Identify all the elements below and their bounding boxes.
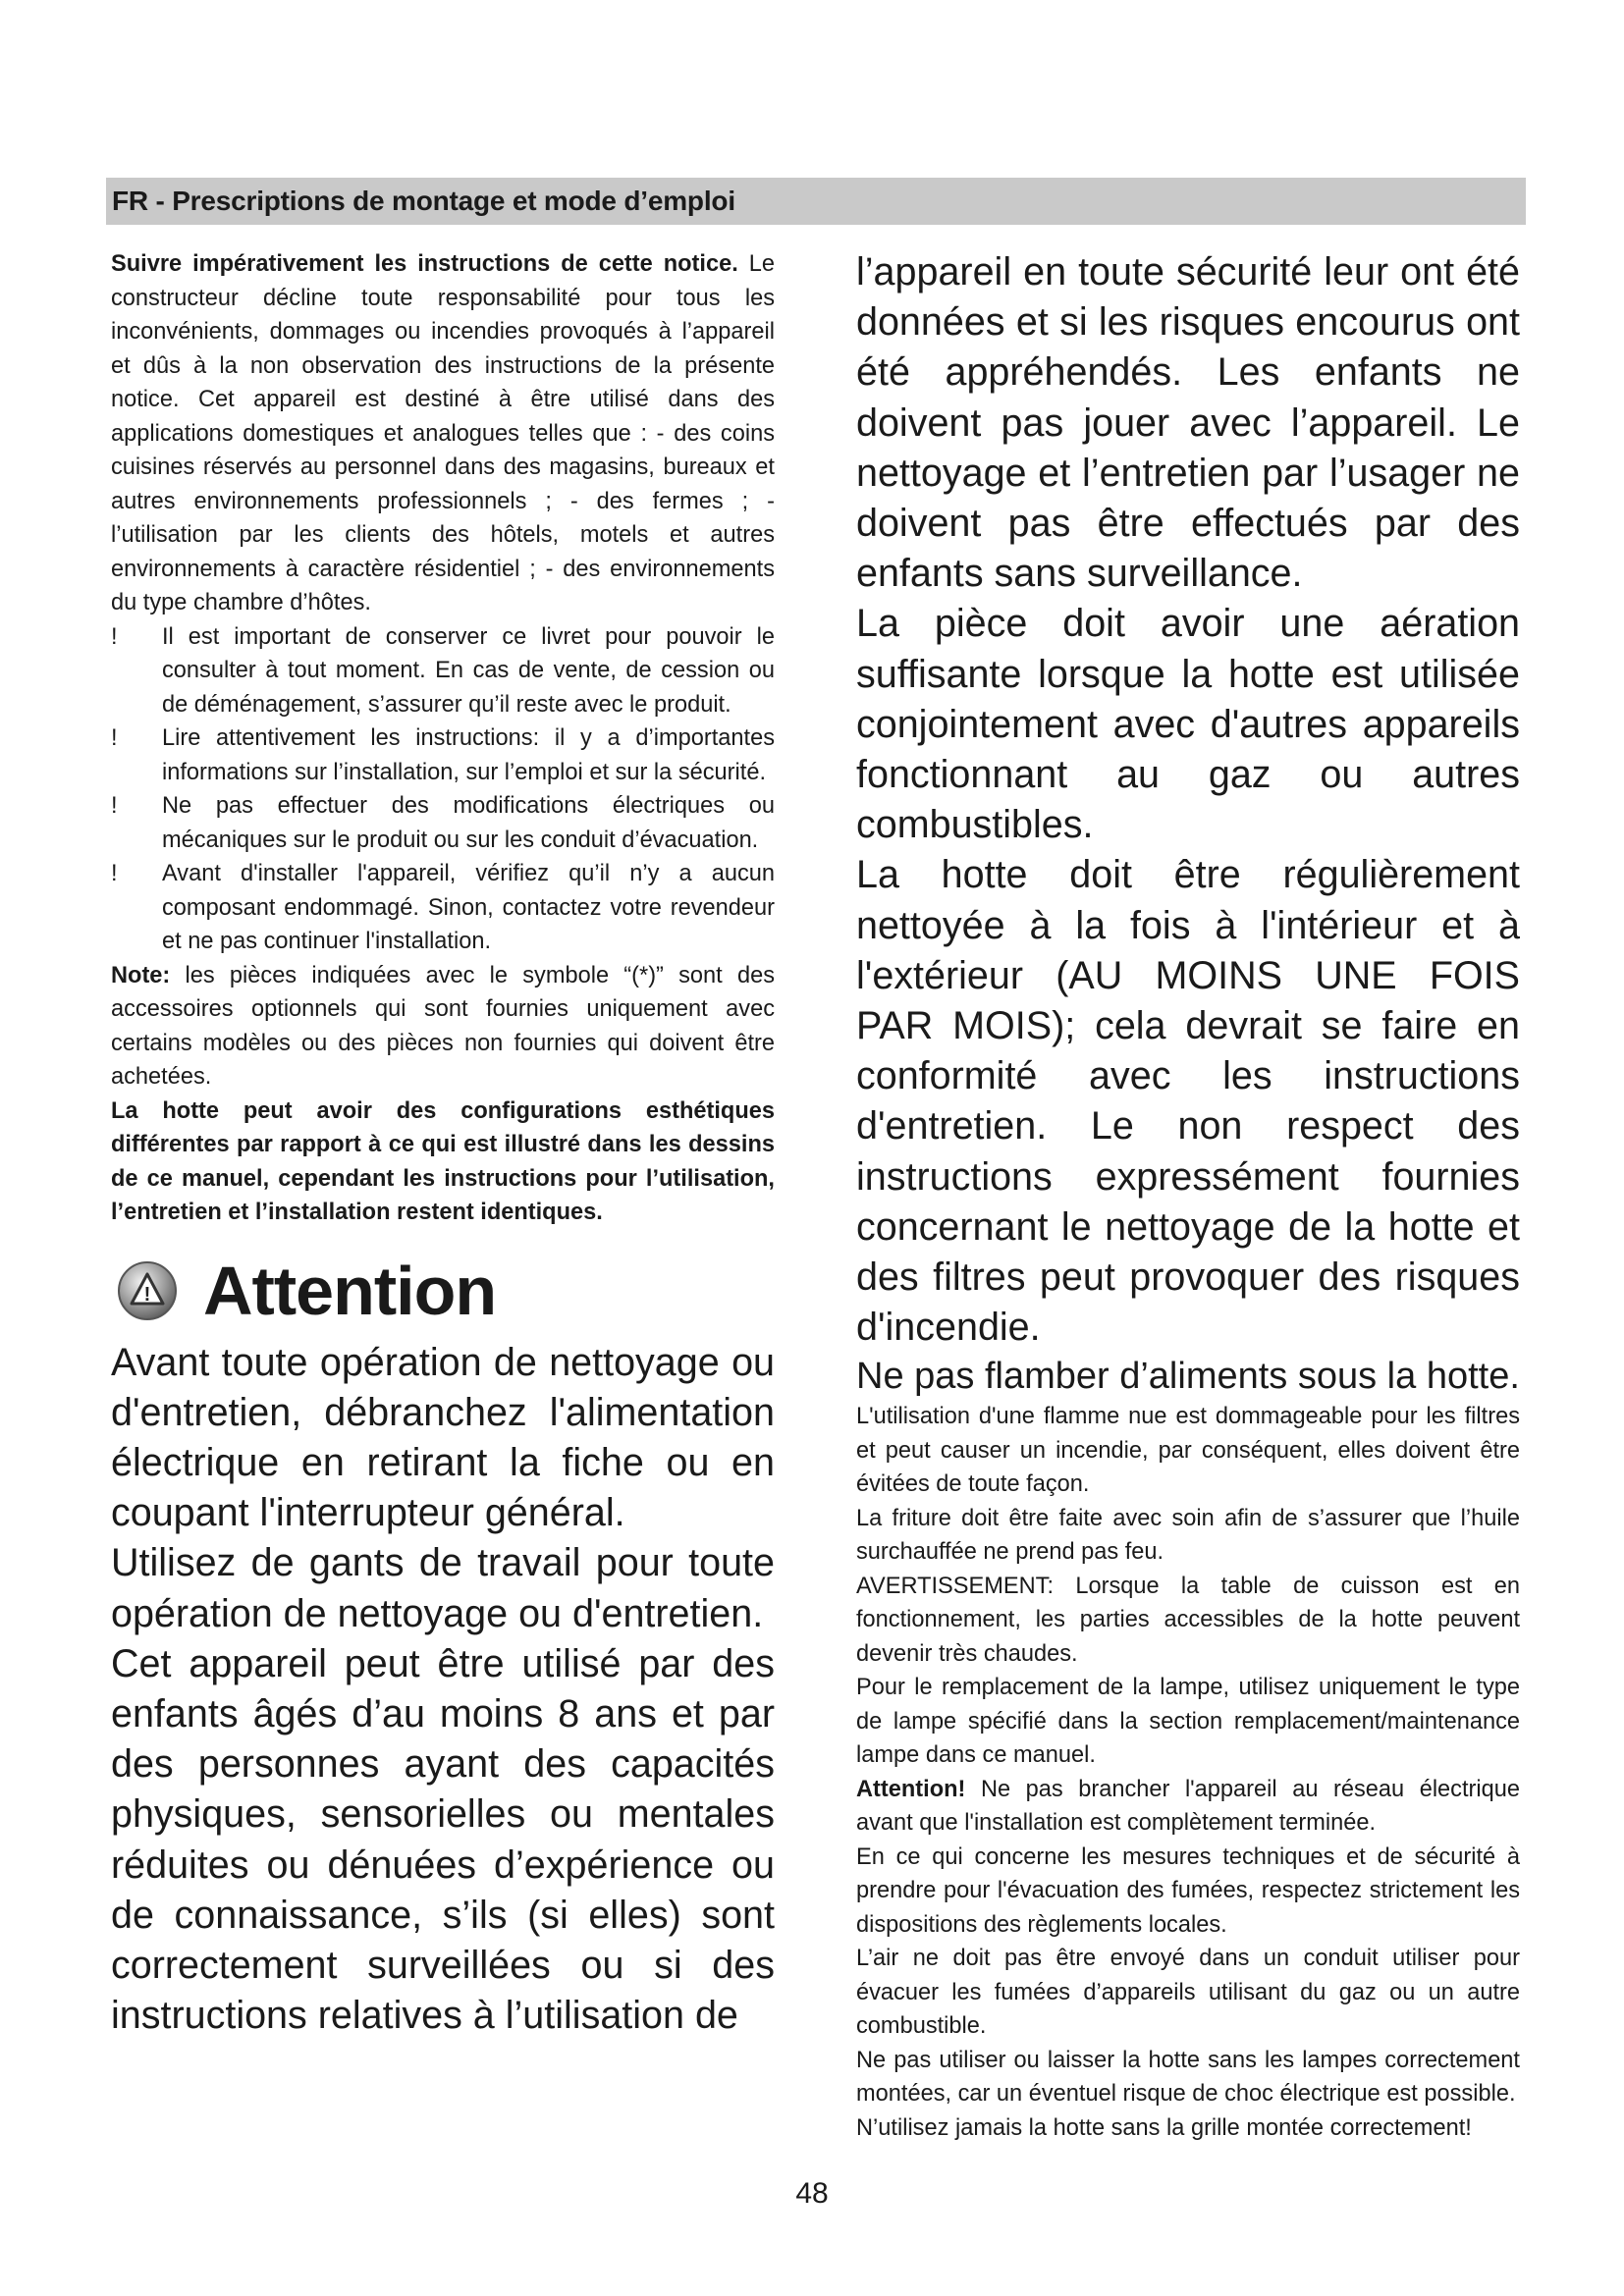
section-title: FR - Prescriptions de montage et mode d’emploi	[112, 186, 735, 216]
grille-paragraph: N’utilisez jamais la hotte sans la grille montée correctement!	[856, 2114, 1472, 2141]
flambe-heading: Ne pas flamber d’aliments sous la hotte.	[856, 1356, 1520, 1398]
gas-duct-paragraph: L’air ne doit pas être envoyé dans un conduit utiliser pour évacuer les fumées d’appareils utilisant du gaz ou un autre combustible.	[856, 1946, 1520, 2040]
bullet-item	[111, 857, 775, 959]
hot-surface-paragraph: AVERTISSEMENT: Lorsque la table de cuisson est en fonctionnement, les parties accessibles de la hotte peuvent devenir très chaudes.	[856, 1573, 1520, 1667]
section-header-bar	[106, 178, 1526, 225]
attention-title: Attention	[203, 1252, 497, 1329]
intro-bold: Suivre impérativement les instructions de cette notice.	[111, 251, 738, 277]
attention-heading	[111, 1244, 775, 1338]
warning-glyph: !	[143, 1283, 151, 1306]
children-warning-cont: l’appareil en toute sécurité leur ont été données et si les risques encourus ont été appréhendés. Les enfants ne doivent pas jouer avec l’appareil. Le nettoyage et l’entretien par l’usager ne doivent pas être effectués par des enfants sans surveillance.	[856, 250, 1520, 596]
right-column	[856, 247, 1520, 2145]
intro-text: Le constructeur décline toute responsabilité pour tous les inconvénients, dommages ou incendies provoqués à l’appareil et dûs à la non observation des instructions de la présente notice. Cet appareil est destiné à être utilisé dans des applications domestiques et analogues telles que : - des coins cuisines réservés au personnel dans des magasins, bureaux et autres environnements professionnels ; - des fermes ; - l’utilisation par les clients des hôtels, motels et autres environnements à caractère résidentiel ; - des environnements du type chambre d’hôtes.	[111, 251, 775, 615]
bullet-item	[111, 620, 775, 722]
open-flame-paragraph: L'utilisation d'une flamme nue est dommageable pour les filtres et peut causer un incendie, par conséquent, elles doivent être évitées de toute façon.	[856, 1404, 1520, 1498]
children-warning-start: Cet appareil peut être utilisé par des enfants âgés d’au moins 8 ans et par des personnes ayant des capacités physiques, sensorielles ou mentales réduites ou dénuées d’expérience ou de connaissance, s’ils (si elles) sont correctement surveillées ou si des instructions relatives à l’utilisation de	[111, 1641, 775, 2038]
bullet-item	[111, 721, 775, 789]
frying-paragraph: La friture doit être faite avec soin afin de s’assurer que l’huile surchauffée ne prend pas feu.	[856, 1505, 1520, 1566]
bullet-text: Ne pas effectuer des modifications électriques ou mécaniques sur le produit ou sur les conduit d’évacuation.	[162, 793, 775, 853]
cleaning-frequency-warning: La hotte doit être régulièrement nettoyée à la fois à l'intérieur et à l'extérieur (AU MOINS UNE FOIS PAR MOIS); cela devrait se faire en conformité avec les instructions d'entretien. Le non respect des instructions expressément fournies concernant le nettoyage de la hotte et des filtres peut provoquer des risques d'incendie.	[856, 853, 1520, 1350]
note-text: les pièces indiquées avec le symbole “(*)” sont des accessoires optionnels qui sont fournies uniquement avec certains modèles ou des pièces non fournies qui doivent être achetées.	[111, 962, 775, 1090]
installation-attention-paragraph	[856, 1773, 1520, 1841]
fume-evacuation-paragraph: En ce qui concerne les mesures techniques et de sécurité à prendre pour l'évacuation des fumées, respectez strictement les dispositions des règlements locales.	[856, 1843, 1520, 1938]
exclamation-icon: !	[111, 725, 118, 751]
note-paragraph	[111, 959, 775, 1095]
attention-label: Attention!	[856, 1776, 966, 1802]
lamps-paragraph: Ne pas utiliser ou laisser la hotte sans les lampes correctement montées, car un éventuel risque de choc électrique est possible.	[856, 2047, 1520, 2108]
note-label: Note:	[111, 962, 171, 988]
bullet-text: Il est important de conserver ce livret pour pouvoir le consulter à tout moment. En cas de vente, de cession ou de déménagement, s’assurer qu’il reste avec le produit.	[162, 623, 775, 718]
intro-paragraph	[111, 247, 775, 620]
exclamation-icon: !	[111, 623, 118, 650]
bullet-item	[111, 789, 775, 857]
warning-icon	[117, 1260, 178, 1321]
gloves-warning: Utilisez de gants de travail pour toute opération de nettoyage ou d'entretien.	[111, 1541, 775, 1635]
attention-text: Ne pas brancher l'appareil au réseau électrique avant que l'installation est complètement terminée.	[856, 1776, 1520, 1837]
exclamation-icon: !	[111, 861, 118, 886]
configuration-notice: La hotte peut avoir des configurations esthétiques différentes par rapport à ce qui est illustré dans les dessins de ce manuel, cependant les instructions pour l’utilisation, l’entretien et l’installation restent identiques.	[111, 1097, 775, 1225]
ventilation-warning: La pièce doit avoir une aération suffisante lorsque la hotte est utilisée conjointement avec d'autres appareils fonctionnant au gaz ou autres combustibles.	[856, 602, 1520, 847]
bullet-text: Avant d'installer l'appareil, vérifiez qu’il n’y a aucun composant endommagé. Sinon, contactez votre revendeur et ne pas continuer l'installation.	[162, 861, 775, 954]
cleaning-warning: Avant toute opération de nettoyage ou d'entretien, débranchez l'alimentation électrique en retirant la fiche ou en coupant l'interrupteur général.	[111, 1340, 775, 1535]
bullet-text: Lire attentivement les instructions: il y a d’importantes informations sur l’installation, sur l’emploi et sur la sécurité.	[162, 725, 775, 785]
exclamation-icon: !	[111, 793, 118, 819]
lamp-replacement-paragraph: Pour le remplacement de la lampe, utilisez uniquement le type de lampe spécifié dans la section remplacement/maintenance lampe dans ce manuel.	[856, 1675, 1520, 1769]
page-number: 48	[795, 2177, 829, 2210]
left-column	[111, 247, 775, 2041]
